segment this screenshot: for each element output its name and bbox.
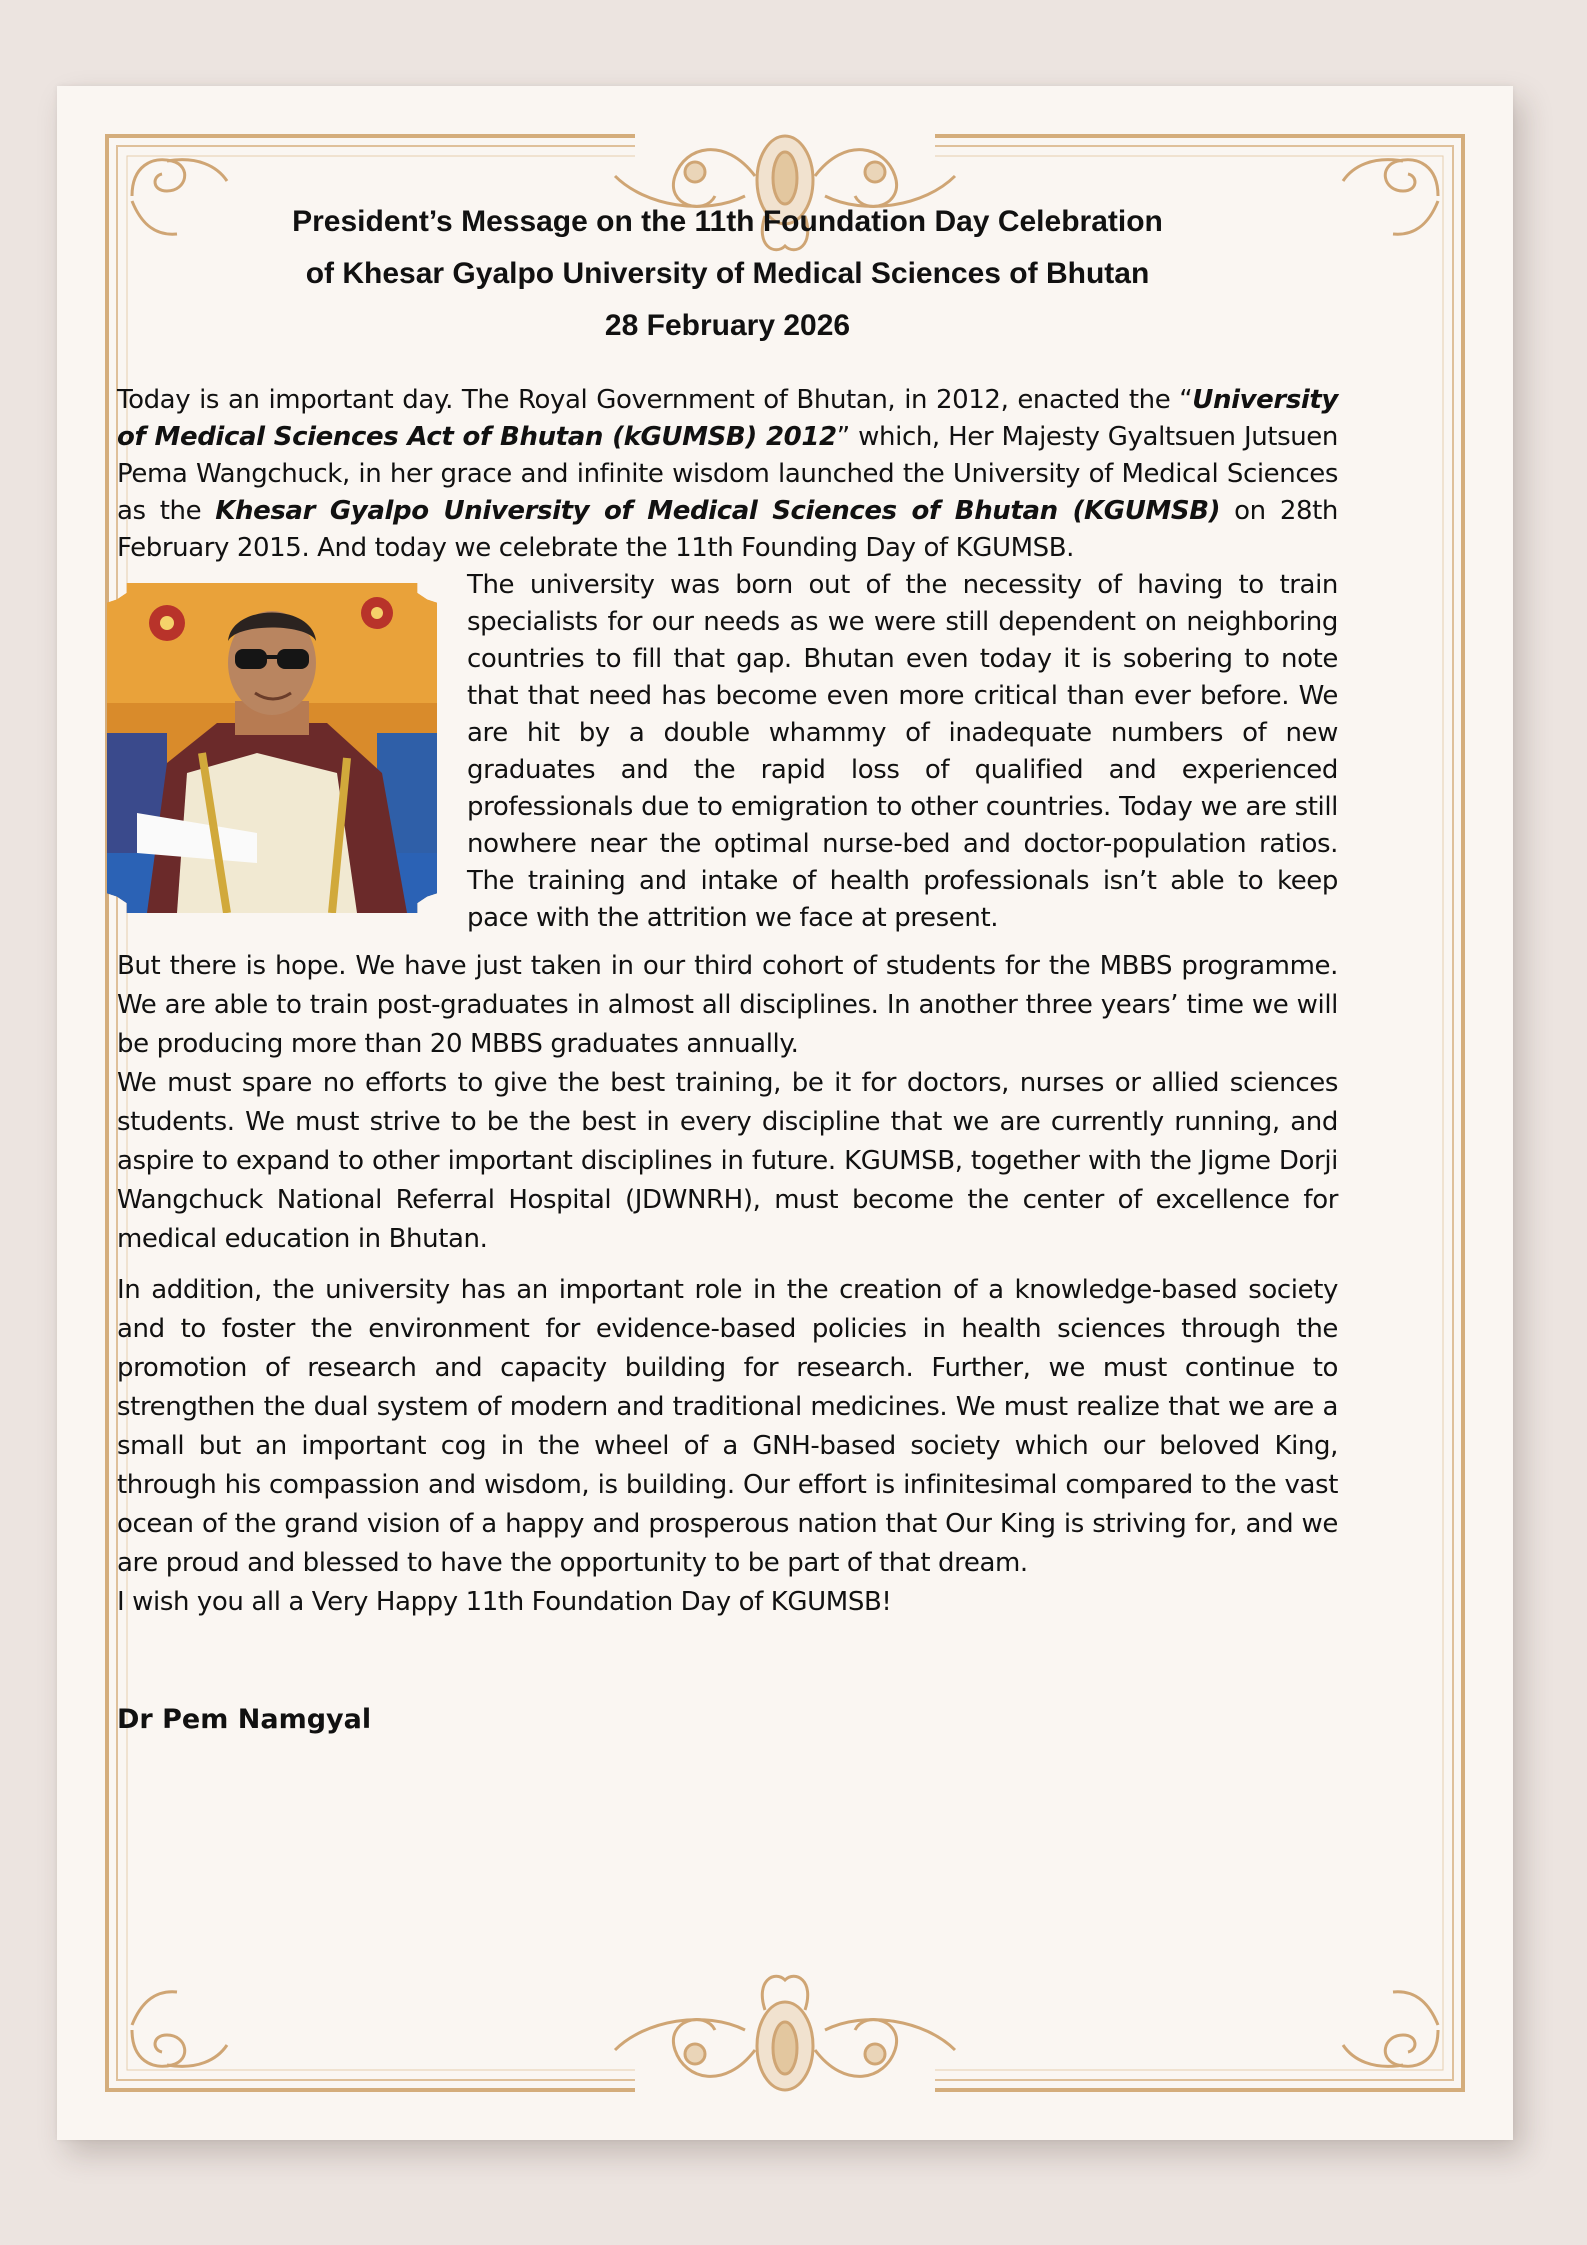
intro-text-c: on 28th February 2015. And today we celebrate the 11th Founding Day of KGUMSB. <box>117 496 1338 563</box>
letter-content <box>117 196 1338 1735</box>
president-photo <box>107 583 447 923</box>
paragraph-training: We must spare no efforts to give the best training, be it for doctors, nurses or allied sciences students. We must strive to be the best in every discipline that we are currently running, and aspire to expand to other important disciplines in future. KGUMSB, together with the Jigme Dorji Wangchuck National Referral Hospital (JDWNRH), must become the center of excellence for medical education in Bhutan. <box>117 1068 1338 1254</box>
corner-flourish-icon <box>1343 1992 1438 2067</box>
paragraph-research: In addition, the university has an important role in the creation of a knowledge-based society and to foster the environment for evidence-based policies in health sciences through the promotion of research and capacity building for research. Further, we must continue to strengthen the dual system of modern and traditional medicines. We must realize that we are a small but an important cog in the wheel of a GNH-based society which our beloved King, through his compassion and wisdom, is building. Our effort is infinitesimal compared to the vast ocean of the grand vision of a happy and prosperous nation that Our King is striving for, and we are proud and blessed to have the opportunity to be part of that dream. <box>117 1275 1338 1578</box>
corner-flourish-icon <box>1343 160 1438 235</box>
title-line-2: of Khesar Gyalpo University of Medical Sciences of Bhutan <box>305 257 1150 290</box>
intro-text-b: ” which, Her Majesty Gyaltsuen Jutsuen Pema Wangchuck, in her grace and infinite wisdom launched the University of Medical Sciences as the <box>117 422 1338 526</box>
act-name: University of Medical Sciences Act of Bhutan (kGUMSB) 2012 <box>117 385 1338 452</box>
portrait-illustration <box>107 583 437 913</box>
paragraph-wishes: I wish you all a Very Happy 11th Foundation Day of KGUMSB! <box>117 1587 892 1617</box>
paragraph-hope: But there is hope. We have just taken in our third cohort of students for the MBBS programme. We are able to train post-graduates in almost all disciplines. In another three years’ time we will be producing more than 20 MBBS graduates annually. <box>117 951 1338 1059</box>
page-title <box>117 196 1338 352</box>
paragraph-history: The university was born out of the necessity of having to train specialists for our needs as we were still dependent on neighboring countries to fill that gap. Bhutan even today it is sobering to note that that need has become even more critical than ever before. We are hit by a double whammy of inadequate numbers of new graduates and the rapid loss of qualified and experienced professionals due to emigration to other countries. Today we are still nowhere near the optimal nurse-bed and doctor-population ratios. The training and intake of health professionals isn’t able to keep pace with the attrition we face at present. <box>467 570 1338 933</box>
intro-text-a: Today is an important day. The Royal Government of Bhutan, in 2012, enacted the “ <box>117 385 1193 415</box>
corner-flourish-icon <box>132 1992 227 2067</box>
signature-name: Dr Pem Namgyal <box>117 1704 372 1735</box>
bottom-ornament-icon <box>615 1976 955 2092</box>
title-line-1: President’s Message on the 11th Foundation Day Celebration <box>292 205 1163 238</box>
university-name: Khesar Gyalpo University of Medical Sciences of Bhutan (KGUMSB) <box>215 496 1221 526</box>
president-portrait-image <box>107 583 437 913</box>
paragraph-intro <box>117 382 1338 567</box>
title-line-3: 28 February 2026 <box>604 309 851 342</box>
